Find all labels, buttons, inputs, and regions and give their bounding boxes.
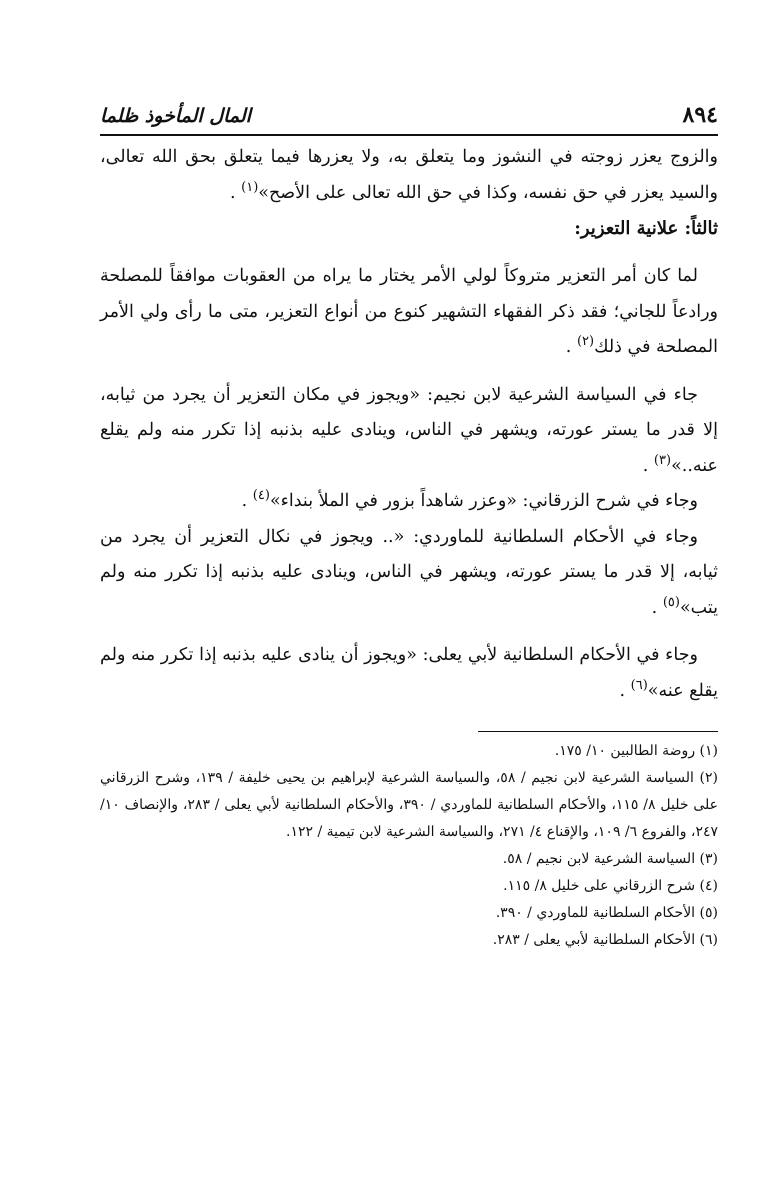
paragraph-4: وجاء في شرح الزرقاني: «وعزر شاهداً بزور في الملأ بنداء»$^{(٤)}$ . [241, 488, 698, 511]
paragraph-6-text: وجاء في الأحكام السلطانية لأبي يعلى: «ويجوز أن ينادى عليه بذنبه إذا تكرر منه ولم يقلع عنه» [100, 645, 718, 701]
footnote-3: (٣) السياسة الشرعية لابن نجيم / ٥٨. [502, 851, 718, 867]
running-title: المال المأخوذ ظلما [100, 105, 251, 127]
book-page [100, 102, 718, 954]
page-number: ٨٩٤ [682, 102, 718, 128]
paragraph-1: والزوج يعزر زوجته في النشوز وما يتعلق به، ولا يعزرها فيما يتعلق بحق الله تعالى، والسيد يعزر في حق نفسه، وكذا في حق الله تعالى على الأصح»$^{(١)}$ . [100, 147, 718, 203]
footnote-6: (٦) الأحكام السلطانية لأبي يعلى / ٢٨٣. [492, 932, 718, 948]
header-rule [100, 134, 718, 136]
paragraph-5-text: وجاء في الأحكام السلطانية للماوردي: «.. ويجوز في نكال التعزير أن يجرد من ثيابه، إلا قدر ما يستر عورته، ويشهر في الناس، وينادى عليه بذنبه إذا تكرر منه ولم يتب» [100, 526, 718, 618]
footnote-ref-4: (٤) [252, 488, 270, 504]
page-header [100, 102, 718, 132]
footnote-ref-6: (٦) [630, 677, 648, 693]
footnote-ref-2: (٢) [576, 334, 595, 350]
paragraph-6: وجاء في الأحكام السلطانية لأبي يعلى: «ويجوز أن ينادى عليه بذنبه إذا تكرر منه ولم يقلع عنه»$^{(٦)}$ . [100, 645, 718, 701]
footnote-5: (٥) الأحكام السلطانية للماوردي / ٣٩٠. [495, 905, 718, 921]
paragraph-1-text: والزوج يعزر زوجته في النشوز وما يتعلق به، ولا يعزرها فيما يتعلق بحق الله تعالى، والسيد يعزر في حق نفسه، وكذا في حق الله تعالى على الأصح» [100, 147, 718, 203]
paragraph-2-text: لما كان أمر التعزير متروكاً لولي الأمر يختار ما يراه من العقوبات موافقاً للمصلحة ورادعاً للجاني؛ فقد ذكر الفقهاء التشهير كنوع من أنواع التعزير، متى ما رأى ولي الأمر المصلحة في ذلك [100, 266, 718, 357]
paragraph-5: وجاء في الأحكام السلطانية للماوردي: «.. ويجوز في نكال التعزير أن يجرد من ثيابه، إلا قدر ما يستر عورته، ويشهر في الناس، وينادى عليه بذنبه إذا تكرر منه ولم يتب»$^{(٥)}$ . [100, 526, 718, 618]
footnote-2: (٢) السياسة الشرعية لابن نجيم / ٥٨، والسياسة الشرعية لإبراهيم بن يحيى خليفة / ١٣٩، وشرح الزرقاني على خليل ٨/ ١١٥، والأحكام السلطانية للماوردي / ٣٩٠، والأحكام السلطانية لأبي يعلى / ٢٨٣، والإنصاف ١٠/ ٢٤٧، والفروع ٦/ ١٠٩، والإقناع ٤/ ٢٧١، والسياسة الشرعية لابن تيمية / ١٢٢. [100, 770, 718, 840]
paragraph-4-text: وجاء في شرح الزرقاني: «وعزر شاهداً بزور في الملأ بنداء» [269, 491, 698, 511]
footnote-ref-3: (٣) [653, 452, 672, 468]
footnote-divider [478, 731, 718, 732]
footnote-4: (٤) شرح الزرقاني على خليل ٨/ ١١٥. [503, 878, 718, 894]
paragraph-3-text: جاء في السياسة الشرعية لابن نجيم: «ويجوز في مكان التعزير أن يجرد من ثيابه، إلا قدر ما يستر عورته، ويشهر في الناس، وينادى عليه بذنبه إذا تكرر منه ولم يقلع عنه..» [100, 384, 718, 476]
footnote-ref-5: (٥) [662, 594, 680, 610]
footnote-1: (١) روضة الطالبين ١٠/ ١٧٥. [554, 743, 718, 759]
paragraph-3: جاء في السياسة الشرعية لابن نجيم: «ويجوز في مكان التعزير أن يجرد من ثيابه، إلا قدر ما يستر عورته، ويشهر في الناس، وينادى عليه بذنبه إذا تكرر منه ولم يقلع عنه..»$^{(٣)}$ . [100, 384, 718, 476]
paragraph-2: لما كان أمر التعزير متروكاً لولي الأمر يختار ما يراه من العقوبات موافقاً للمصلحة ورادعاً للجاني؛ فقد ذكر الفقهاء التشهير كنوع من أنواع التعزير، متى ما رأى ولي الأمر المصلحة في ذلك$^{(٢)}$ . [100, 266, 718, 357]
section-heading: ثالثاً: علانية التعزير: [574, 218, 718, 239]
footnotes [100, 738, 718, 954]
footnote-ref-1: (١) [241, 179, 259, 195]
